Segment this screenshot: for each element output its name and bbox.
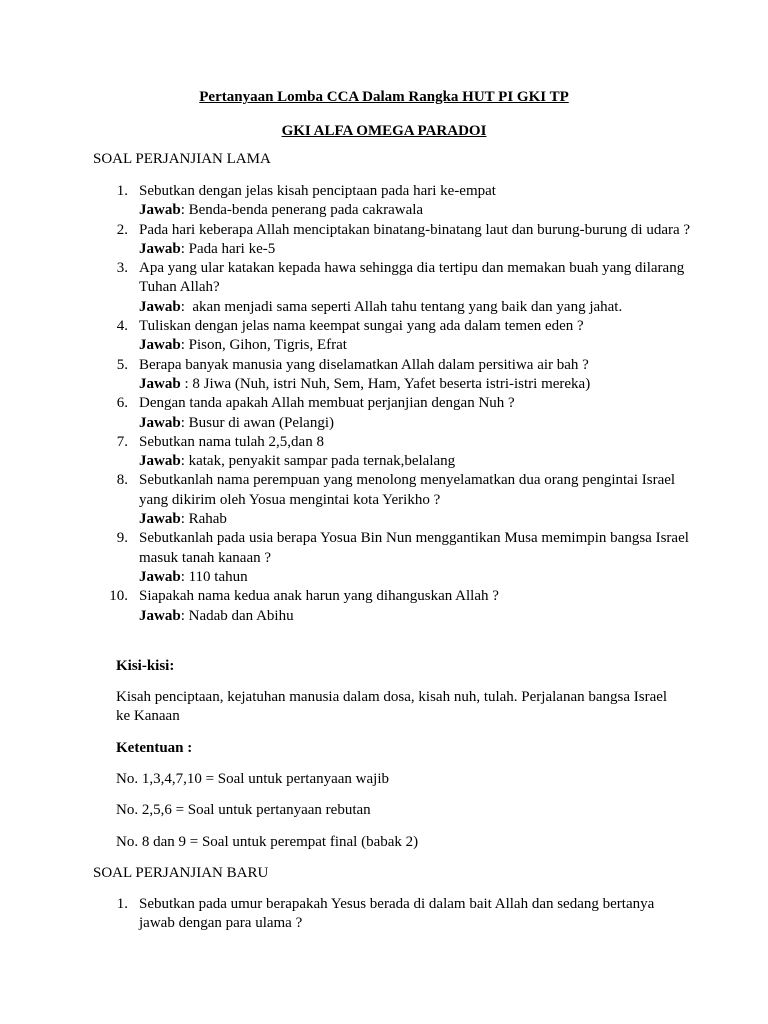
question-item bbox=[93, 433, 693, 472]
question-number: 6. bbox=[116, 395, 128, 412]
question-text: Pada hari keberapa Allah menciptakan binatang-binatang laut dan burung-burung di udara ? bbox=[139, 221, 691, 238]
answer-text: Pison, Gihon, Tigris, Efrat bbox=[184, 337, 347, 354]
answer-separator: : bbox=[180, 607, 185, 624]
question-text: Dengan tanda apakah Allah membuat perjanjian dengan Nuh ? bbox=[139, 395, 515, 412]
question-number: 9. bbox=[116, 530, 128, 547]
answer-line bbox=[139, 375, 693, 394]
question-item bbox=[93, 587, 693, 626]
answer-line bbox=[139, 568, 693, 587]
answer-line bbox=[139, 298, 693, 317]
question-text: Sebutkan dengan jelas kisah penciptaan pada hari ke-empat bbox=[139, 183, 496, 199]
question-number: 8. bbox=[116, 472, 128, 489]
answer-separator: : bbox=[180, 337, 185, 354]
answer-label: Jawab bbox=[139, 240, 181, 257]
answer-text: 8 Jiwa (Nuh, istri Nuh, Sem, Ham, Yafet beserta istri-istri mereka) bbox=[188, 375, 591, 392]
question-text: Sebutkan pada umur berapakah Yesus berada di dalam bait Allah dan sedang bertanya jawab dengan para ulama ? bbox=[139, 896, 655, 932]
question-number: 10. bbox=[109, 588, 128, 605]
rule-wajib: No. 1,3,4,7,10 = Soal untuk pertanyaan wajib bbox=[116, 771, 389, 787]
answer-line bbox=[139, 607, 693, 626]
answer-label: Jawab bbox=[139, 375, 181, 392]
answer-label: Jawab bbox=[139, 202, 181, 219]
kisi-kisi-text: Kisah penciptaan, kejatuhan manusia dalam dosa, kisah nuh, tulah. Perjalanan bangsa Israel ke Kanaan bbox=[116, 689, 668, 724]
answer-text: Benda-benda penerang pada cakrawala bbox=[184, 202, 424, 219]
answer-label: Jawab bbox=[139, 337, 181, 354]
answer-separator: : bbox=[180, 375, 189, 392]
question-number: 7. bbox=[116, 433, 128, 450]
answer-text: Rahab bbox=[184, 511, 227, 528]
rule-rebutan: No. 2,5,6 = Soal untuk pertanyaan rebutan bbox=[116, 802, 371, 818]
question-text: Sebutkan nama tulah 2,5,dan 8 bbox=[139, 433, 324, 450]
question-text: Sebutkanlah nama perempuan yang menolong menyelamatkan dua orang pengintai Israel yang dikirim oleh Yosua mengintai kota Yerikho ? bbox=[139, 472, 676, 508]
section-heading-old-testament: SOAL PERJANJIAN LAMA bbox=[93, 151, 271, 167]
answer-line bbox=[139, 240, 693, 259]
question-text: Sebutkanlah pada usia berapa Yosua Bin Nun menggantikan Musa memimpin bangsa Israel masuk tanah kanaan ? bbox=[139, 530, 689, 566]
question-item bbox=[93, 182, 693, 221]
question-number: 4. bbox=[116, 318, 128, 335]
question-text: Tuliskan dengan jelas nama keempat sungai yang ada dalam temen eden ? bbox=[139, 318, 584, 335]
answer-text: Nadab dan Abihu bbox=[184, 607, 294, 624]
section-heading-new-testament: SOAL PERJANJIAN BARU bbox=[93, 865, 269, 881]
answer-separator: : bbox=[180, 453, 185, 470]
question-item bbox=[93, 394, 693, 433]
document-title: Pertanyaan Lomba CCA Dalam Rangka HUT PI GKI TP bbox=[199, 89, 569, 105]
question-item bbox=[93, 221, 693, 260]
answer-line bbox=[139, 414, 693, 433]
answer-separator: : bbox=[180, 568, 185, 585]
answer-separator: : bbox=[180, 240, 185, 257]
question-item bbox=[93, 471, 693, 529]
answer-label: Jawab bbox=[139, 568, 181, 585]
question-number: 1. bbox=[116, 896, 128, 912]
question-item bbox=[93, 895, 693, 934]
question-text: Berapa banyak manusia yang diselamatkan Allah dalam persitiwa air bah ? bbox=[139, 356, 589, 373]
answer-text: 110 tahun bbox=[184, 568, 248, 585]
question-number: 1. bbox=[116, 183, 128, 199]
answer-label: Jawab bbox=[139, 298, 181, 315]
answer-label: Jawab bbox=[139, 414, 181, 431]
answer-text: Busur di awan (Pelangi) bbox=[184, 414, 334, 431]
answer-line bbox=[139, 336, 693, 355]
question-item bbox=[93, 529, 693, 587]
old-testament-question-list bbox=[93, 182, 693, 626]
question-number: 3. bbox=[116, 260, 128, 277]
answer-separator: : bbox=[180, 414, 185, 431]
kisi-kisi-label: Kisi-kisi: bbox=[116, 658, 175, 674]
answer-separator: : bbox=[180, 298, 185, 315]
answer-separator: : bbox=[180, 511, 185, 528]
new-testament-question-list bbox=[93, 895, 693, 934]
rule-perempat-final: No. 8 dan 9 = Soal untuk perempat final (babak 2) bbox=[116, 834, 419, 850]
ketentuan-label: Ketentuan : bbox=[116, 740, 193, 756]
answer-text: akan menjadi sama seperti Allah tahu tentang yang baik dan yang jahat. bbox=[184, 298, 623, 315]
answer-label: Jawab bbox=[139, 453, 181, 470]
question-item bbox=[93, 356, 693, 395]
question-text: Siapakah nama kedua anak harun yang dihanguskan Allah ? bbox=[139, 588, 499, 605]
question-item bbox=[93, 259, 693, 317]
question-number: 5. bbox=[116, 356, 128, 373]
answer-text: Pada hari ke-5 bbox=[184, 240, 276, 257]
answer-label: Jawab bbox=[139, 607, 181, 624]
answer-line bbox=[139, 452, 693, 471]
question-number: 2. bbox=[116, 221, 128, 238]
question-text: Apa yang ular katakan kepada hawa sehingga dia tertipu dan memakan buah yang dilarang Tuhan Allah? bbox=[139, 260, 685, 296]
answer-separator: : bbox=[180, 202, 185, 219]
answer-text: katak, penyakit sampar pada ternak,belalang bbox=[184, 453, 456, 470]
document-subtitle: GKI ALFA OMEGA PARADOI bbox=[281, 123, 487, 139]
answer-label: Jawab bbox=[139, 511, 181, 528]
question-item bbox=[93, 317, 693, 356]
answer-line bbox=[139, 201, 693, 220]
answer-line bbox=[139, 510, 693, 529]
